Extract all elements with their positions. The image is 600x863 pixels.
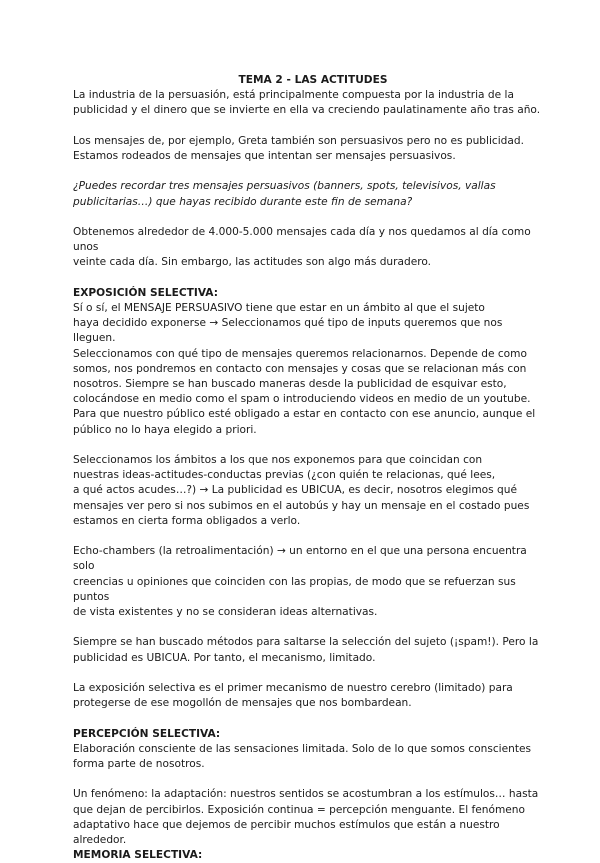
exposicion-paragraph-3: Echo-chambers (la retroalimentación) → un entorno en el que una persona encuentra solo creencias u opiniones que coinciden con las propias, de modo que se refuerzan sus puntos de vista existentes y no se consideran ideas alternativas. [73,545,527,619]
section-heading-memoria: MEMORIA SELECTIVA: [73,849,203,862]
exposicion-paragraph-4: Siempre se han buscado métodos para saltarse la selección del sujeto (¡spam!). Pero la publicidad es UBICUA. Por tanto, el mecanismo, limitado. [73,636,539,664]
section-heading-exposicion: EXPOSICIÓN SELECTIVA: [73,286,218,299]
section-heading-percepcion: PERCEPCIÓN SELECTIVA: [73,727,221,740]
exposicion-paragraph-1: Sí o sí, el MENSAJE PERSUASIVO tiene que estar en un ámbito al que el sujeto haya decidido exponerse → Seleccionamos qué tipo de inputs queremos que nos lleguen. Seleccionamos con qué tipo de mensajes queremos relacionarnos. Depende de como somos, nos pondremos en contacto con mensajes y cosas que se relacionan más con nosotros. Siempre se han buscado maneras desde la publicidad de esquivar esto, colocándose en medio como el spam o introduciendo videos en medio de un youtube. Para que nuestro público esté obligado a estar en contacto con ese anuncio, aunque el público no lo haya elegido a priori. [73,301,536,436]
exposicion-paragraph-5: La exposición selectiva es el primer mecanismo de nuestro cerebro (limitado) para protegerse de ese mogollón de mensajes que nos bombardean. [73,682,513,710]
question-paragraph: ¿Puedes recordar tres mensajes persuasivos (banners, spots, televisivos, vallas publicitarias…) que hayas recibido durante este fin de semana? [73,180,496,208]
greta-paragraph: Los mensajes de, por ejemplo, Greta también son persuasivos pero no es publicidad. Estamos rodeados de mensajes que intentan ser mensajes persuasivos. [73,134,524,162]
percepcion-paragraph-1: Elaboración consciente de las sensaciones limitada. Solo de lo que somos conscientes forma parte de nosotros. [73,742,532,770]
exposicion-paragraph-2: Seleccionamos los ámbitos a los que nos exponemos para que coincidan con nuestras ideas-actitudes-conductas previas (¿con quién te relacionas, qué lees, a qué actos acudes…?) → La publicidad es UBICUA, es decir, nosotros elegimos qué mensajes ver pero si nos subimos en el autobús y hay un mensaje en el costado pues estamos en cierta forma obligados a verlo. [73,454,530,527]
answer-paragraph: Obtenemos alrededor de 4.000-5.000 mensajes cada día y nos quedamos al día como unos veinte cada día. Sin embargo, las actitudes son algo más duradero. [73,225,531,269]
percepcion-paragraph-2: Un fenómeno: la adaptación: nuestros sentidos se acostumbran a los estímulos… hasta que dejan de percibirlos. Exposición continua = percepción menguante. El fenómeno adaptativo hace que dejemos de percibir muchos estímulos que están a nuestro alrededor. [73,788,539,846]
document-body [73,73,543,863]
page-title: TEMA 2 - LAS ACTITUDES [238,74,388,86]
intro-paragraph: La industria de la persuasión, está principalmente compuesta por la industria de la publicidad y el dinero que se invierte en ella va creciendo paulatinamente año tras año. [73,89,541,117]
